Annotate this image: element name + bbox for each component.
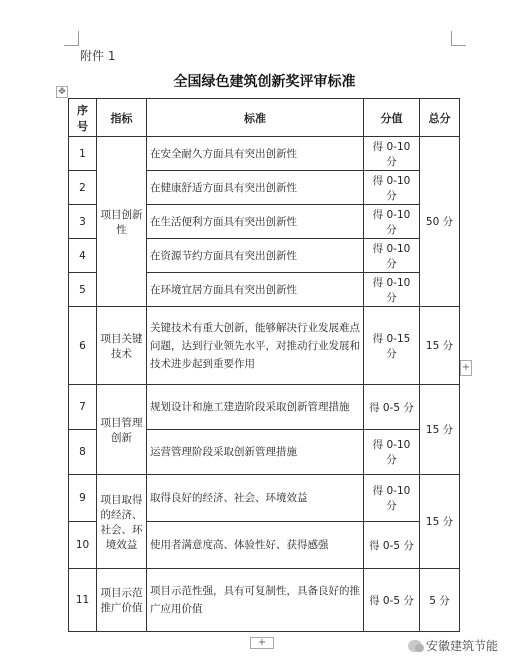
table-row bbox=[69, 569, 460, 632]
add-column-icon[interactable]: + bbox=[460, 360, 472, 376]
total-cell: 15 分 bbox=[420, 307, 460, 385]
table-row bbox=[69, 475, 460, 522]
row-number: 6 bbox=[69, 307, 97, 385]
crop-mark-top-right bbox=[451, 31, 466, 46]
standard-cell: 在资源节约方面具有突出创新性 bbox=[147, 239, 364, 273]
indicator-cell: 项目关键技术 bbox=[97, 307, 147, 385]
total-cell: 50 分 bbox=[420, 137, 460, 307]
header-number: 序号 bbox=[69, 99, 97, 137]
standard-cell: 取得良好的经济、社会、环境效益 bbox=[147, 475, 364, 522]
standard-cell: 在安全耐久方面具有突出创新性 bbox=[147, 137, 364, 171]
score-cell: 得 0-15 分 bbox=[364, 307, 420, 385]
row-number: 3 bbox=[69, 205, 97, 239]
row-number: 11 bbox=[69, 569, 97, 632]
indicator-cell: 项目示范推广价值 bbox=[97, 569, 147, 632]
header-row bbox=[69, 99, 460, 137]
add-row-icon[interactable]: + bbox=[250, 637, 274, 649]
watermark-text: 安徽建筑节能 bbox=[426, 639, 499, 653]
row-number: 8 bbox=[69, 430, 97, 475]
total-cell: 5 分 bbox=[420, 569, 460, 632]
row-number: 10 bbox=[69, 522, 97, 569]
row-number: 5 bbox=[69, 273, 97, 307]
standard-cell: 项目示范性强，具有可复制性，具备良好的推广应用价值 bbox=[147, 569, 364, 632]
total-cell: 15 分 bbox=[420, 475, 460, 569]
attachment-label: 附件 1 bbox=[80, 49, 116, 63]
standard-cell: 规划设计和施工建造阶段采取创新管理措施 bbox=[147, 385, 364, 430]
row-number: 7 bbox=[69, 385, 97, 430]
score-cell: 得 0-10 分 bbox=[364, 171, 420, 205]
score-cell: 得 0-10 分 bbox=[364, 273, 420, 307]
standard-cell: 在健康舒适方面具有突出创新性 bbox=[147, 171, 364, 205]
row-number: 1 bbox=[69, 137, 97, 171]
header-score: 分值 bbox=[364, 99, 420, 137]
score-cell: 得 0-5 分 bbox=[364, 522, 420, 569]
score-cell: 得 0-10 分 bbox=[364, 137, 420, 171]
indicator-cell: 项目取得的经济、社会、环境效益 bbox=[97, 475, 147, 569]
criteria-table bbox=[68, 98, 460, 632]
score-cell: 得 0-10 分 bbox=[364, 239, 420, 273]
watermark bbox=[408, 637, 498, 654]
indicator-cell: 项目创新性 bbox=[97, 137, 147, 307]
score-cell: 得 0-10 分 bbox=[364, 475, 420, 522]
header-standard: 标准 bbox=[147, 99, 364, 137]
standard-cell: 关键技术有重大创新，能够解决行业发展难点问题，达到行业领先水平，对推动行业发展和技术进步起到重要作用 bbox=[147, 307, 364, 385]
header-indicator: 指标 bbox=[97, 99, 147, 137]
total-cell: 15 分 bbox=[420, 385, 460, 475]
move-handle-icon[interactable]: ✥ bbox=[56, 86, 68, 98]
standard-cell: 在生活便利方面具有突出创新性 bbox=[147, 205, 364, 239]
table-row bbox=[69, 385, 460, 430]
standard-cell: 运营管理阶段采取创新管理措施 bbox=[147, 430, 364, 475]
standard-cell: 在环境宜居方面具有突出创新性 bbox=[147, 273, 364, 307]
wechat-icon bbox=[408, 640, 422, 652]
score-cell: 得 0-5 分 bbox=[364, 569, 420, 632]
crop-mark-top-left bbox=[64, 31, 79, 46]
table-row bbox=[69, 307, 460, 385]
score-cell: 得 0-5 分 bbox=[364, 385, 420, 430]
standard-cell: 使用者满意度高、体验性好、获得感强 bbox=[147, 522, 364, 569]
indicator-cell: 项目管理创新 bbox=[97, 385, 147, 475]
row-number: 2 bbox=[69, 171, 97, 205]
header-total: 总分 bbox=[420, 99, 460, 137]
document-title: 全国绿色建筑创新奖评审标准 bbox=[173, 74, 356, 90]
table-row bbox=[69, 137, 460, 171]
row-number: 9 bbox=[69, 475, 97, 522]
score-cell: 得 0-10 分 bbox=[364, 430, 420, 475]
row-number: 4 bbox=[69, 239, 97, 273]
score-cell: 得 0-10 分 bbox=[364, 205, 420, 239]
